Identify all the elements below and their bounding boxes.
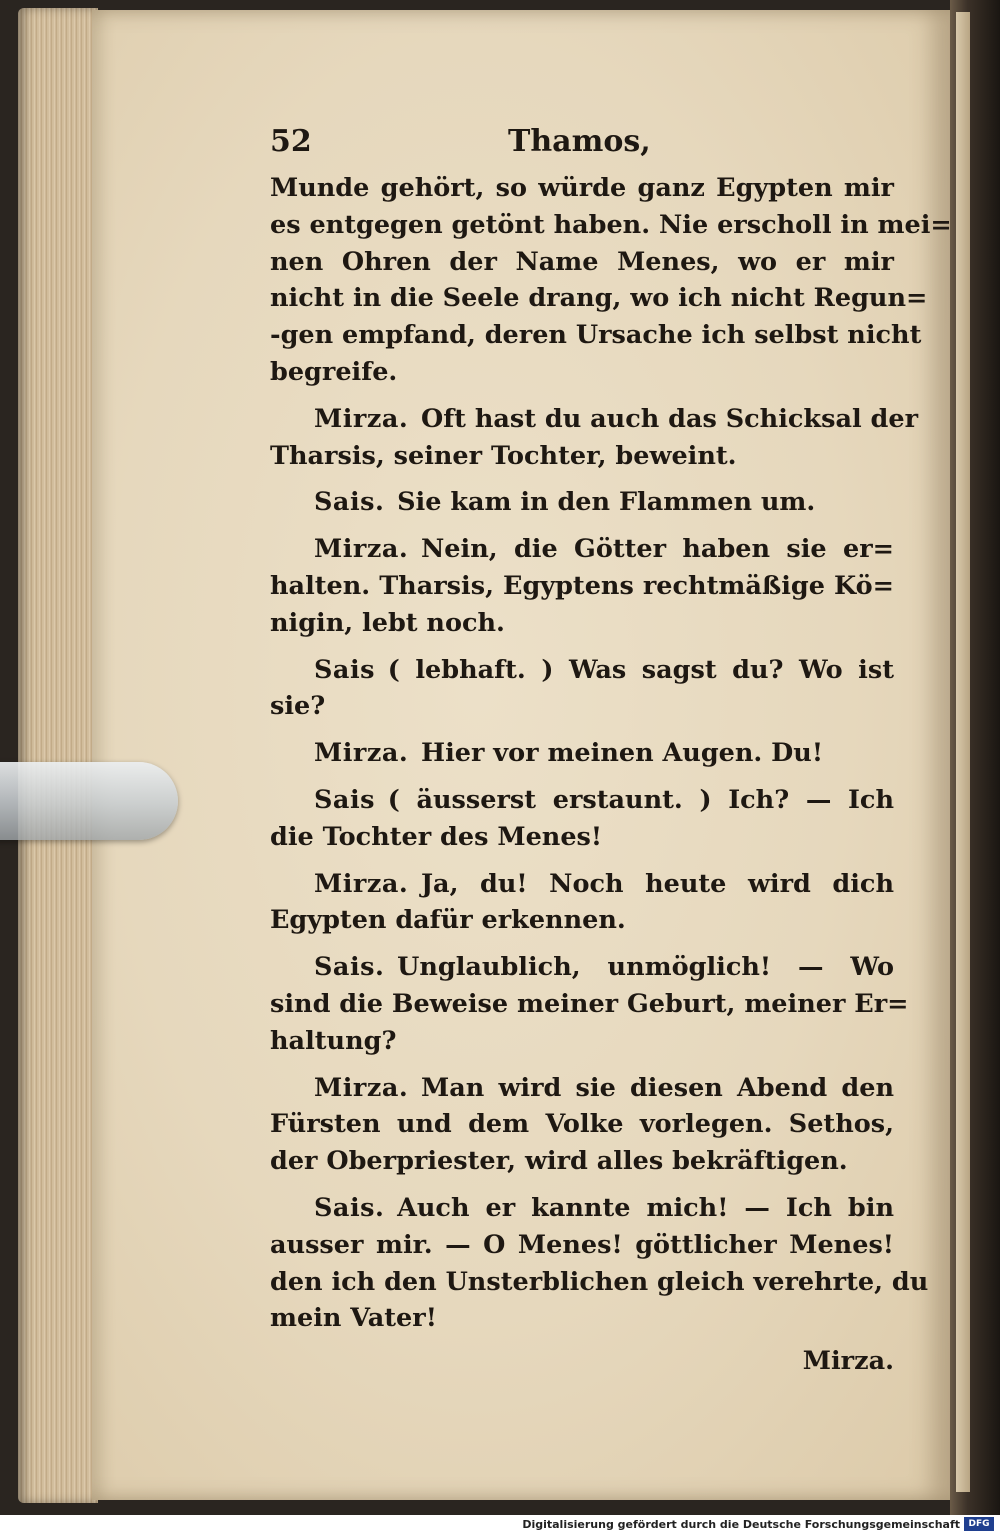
paragraph-gap [270,1060,894,1070]
text-line [270,902,894,939]
text-line [270,531,894,568]
text-line [270,1190,894,1227]
line-text: Auch er kannte mich! — Ich bin [397,1192,894,1223]
line-text: Man wird sie diesen Abend den [420,1072,894,1103]
book-binding-edge [950,0,1000,1515]
page-body [270,170,952,1337]
line-text: Oft hast du auch das Schicksal der [420,403,919,434]
page-holder-clip [0,762,178,840]
text-line [270,782,894,819]
page-header [270,120,894,170]
line-text: Egypten dafür erkennen. [270,905,626,936]
line-text: den ich den Unsterblichen gleich verehrte, du [270,1266,929,1297]
text-line [270,1023,894,1060]
speaker-name: Mirza. [314,868,409,899]
text-line [270,1106,894,1143]
text-line [270,1070,894,1107]
text-line [270,1264,929,1301]
speaker-name: Sais. [314,952,385,983]
footer-credit: Digitalisierung gefördert durch die Deutsche Forschungsgemeinschaft [522,1518,960,1531]
text-line [270,986,909,1023]
paragraph-gap [270,391,894,401]
paragraph-gap [270,521,894,531]
speaker-name: Sais. [314,1192,385,1223]
text-line [270,207,952,244]
text-line [270,1300,894,1337]
line-text: ( äusserst erstaunt. ) Ich? — Ich [387,784,894,815]
text-line [270,688,894,725]
page-number: 52 [270,124,312,159]
text-line [270,735,894,772]
text-line [270,484,894,521]
line-text: ( lebhaft. ) Was sagst du? Wo ist [387,654,894,685]
line-text: ausser mir. — O Menes! göttlicher Menes! [270,1229,894,1260]
paragraph [270,1190,929,1337]
text-line [270,244,894,281]
line-text: nigin, lebt noch. [270,607,505,638]
paragraph-gap [270,772,894,782]
speaker-name: Mirza. [314,534,409,565]
paragraph-gap [270,725,894,735]
paragraph [270,652,894,726]
text-line [270,354,894,391]
paragraph [270,170,952,391]
speaker-name: Sais. [314,487,385,518]
paragraph [270,782,894,856]
dfg-logo: DFG [964,1517,994,1531]
line-text: nen Ohren der Name Menes, wo er mir [270,246,894,277]
paragraph-gap [270,939,894,949]
paragraph-gap [270,474,894,484]
text-line [270,438,894,475]
digitization-footer [0,1515,1000,1534]
paragraph [270,949,909,1059]
paragraph [270,531,894,641]
speaker-name: Mirza. [314,1072,409,1103]
line-text: Tharsis, seiner Tochter, beweint. [270,440,737,471]
line-text: es entgegen getönt haben. Nie erscholl in mei= [270,209,952,240]
page-text [270,120,952,1380]
text-line [270,280,928,317]
line-text: sind die Beweise meiner Geburt, meiner Er= [270,988,909,1019]
text-line [270,568,894,605]
text-line [270,652,894,689]
text-line [270,317,922,354]
text-line [270,1227,894,1264]
text-line [270,819,894,856]
line-text: die Tochter des Menes! [270,821,603,852]
paragraph [270,484,894,521]
line-text: nicht in die Seele drang, wo ich nicht Regun= [270,283,928,314]
line-text: Fürsten und dem Volke vorlegen. Sethos, [270,1109,894,1140]
line-text: Ja, du! Noch heute wird dich [420,868,894,899]
line-text: haltung? [270,1025,397,1056]
speaker-name: Sais [314,784,375,815]
line-text: der Oberpriester, wird alles bekräftigen. [270,1146,848,1177]
text-line [270,605,894,642]
line-text: -gen empfand, deren Ursache ich selbst nicht [270,320,922,351]
text-line [270,401,919,438]
line-text: sie? [270,691,326,722]
line-text: Hier vor meinen Augen. Du! [420,738,824,769]
line-text: Nein, die Götter haben sie er= [420,534,894,565]
speaker-name: Sais [314,654,375,685]
paragraph [270,866,894,940]
paragraph [270,401,919,475]
line-text: mein Vater! [270,1303,437,1334]
page-stack-edge [18,8,98,1503]
text-line [270,949,894,986]
paragraph-gap [270,856,894,866]
paragraph [270,735,894,772]
speaker-name: Mirza. [314,403,409,434]
text-line [270,866,894,903]
paragraph [270,1070,894,1180]
line-text: Sie kam in den Flammen um. [397,487,816,518]
running-title: Thamos, [508,124,651,159]
line-text: begreife. [270,356,398,387]
text-line [270,170,894,207]
paragraph-gap [270,1180,894,1190]
paragraph-gap [270,642,894,652]
text-line [270,1143,894,1180]
line-text: Unglaublich, unmöglich! — Wo [397,952,894,983]
speaker-name: Mirza. [314,738,409,769]
catchword: Mirza. [802,1346,894,1377]
line-text: halten. Tharsis, Egyptens rechtmäßige Kö= [270,570,894,601]
adjacent-page-leaf [956,12,970,1492]
line-text: Munde gehört, so würde ganz Egypten mir [270,173,894,203]
